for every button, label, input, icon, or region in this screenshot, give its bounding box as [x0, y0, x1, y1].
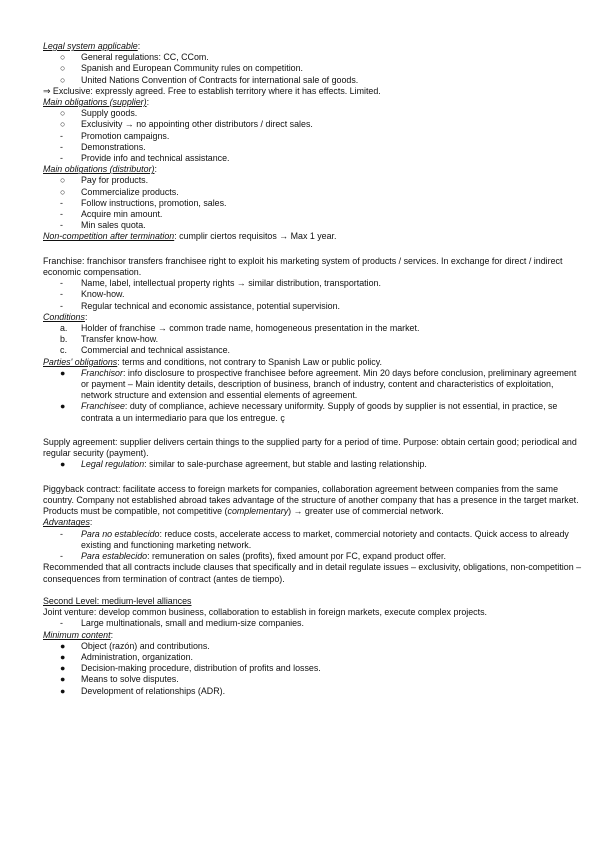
- list-item: ● Legal regulation: similar to sale-purchase agreement, but stable and lasting relationship.: [60, 459, 427, 470]
- circle-bullet-icon: ○: [60, 175, 66, 186]
- recommendation-paragraph: Recommended that all contracts include clauses that specifically and in detail regulate issues – exclusivity, obligations, non-competition – consequences from termination of contract (antes de tiempo).: [43, 562, 582, 584]
- list-item: ○ Pay for products.: [60, 175, 149, 186]
- heading-obligations-distributor: Main obligations (distributor):: [43, 164, 157, 175]
- distributor-list: [43, 175, 586, 231]
- list-item: ● Means to solve disputes.: [60, 674, 179, 685]
- list-item: ○ Commercialize products.: [60, 186, 179, 197]
- list-item: ● Franchisee: duty of compliance, achieve necessary uniformity. Supply of goods by supplier is not essential, in practice, se contrata a un intermediario para que los entregue. ç: [60, 401, 558, 423]
- list-item: - Follow instructions, promotion, sales.: [60, 197, 227, 208]
- joint-venture-paragraph: Joint venture: develop common business, collaboration to establish in foreign markets, execute complex projects.: [43, 607, 487, 618]
- list-item: - Provide info and technical assistance.: [60, 153, 230, 164]
- dash-bullet-icon: -: [60, 153, 63, 164]
- list-item: ● Administration, organization.: [60, 651, 193, 662]
- list-item: - Demonstrations.: [60, 141, 146, 152]
- list-item: ○ Exclusivity → no appointing other distributors / direct sales.: [60, 119, 313, 130]
- franchise-list: [43, 278, 586, 312]
- bullet-icon: ●: [60, 685, 66, 696]
- spacer: [43, 424, 586, 435]
- advantages-list: [43, 529, 586, 563]
- dash-bullet-icon: -: [60, 551, 63, 562]
- list-item: - Large multinationals, small and medium-size companies.: [60, 618, 304, 629]
- circle-bullet-icon: ○: [60, 63, 66, 74]
- list-item: - Know-how.: [60, 289, 125, 300]
- joint-venture-list: [43, 618, 586, 629]
- dash-bullet-icon: -: [60, 197, 63, 208]
- bullet-icon: ●: [60, 401, 66, 412]
- supplier-list: [43, 108, 586, 164]
- list-item: - Promotion campaigns.: [60, 130, 170, 141]
- spacer: [43, 471, 586, 482]
- dash-bullet-icon: -: [60, 141, 63, 152]
- heading-advantages: Advantages:: [43, 517, 93, 528]
- list-item: ● Decision-making procedure, distribution of profits and losses.: [60, 663, 321, 674]
- piggyback-paragraph: Piggyback contract: facilitate access to foreign markets for companies, collaboration agreement between companies from the same country. Company not established abroad takes advantage of the structure of another company that has a presence in the target market.: [43, 483, 579, 506]
- bullet-icon: ●: [60, 640, 66, 651]
- letter-marker: c.: [60, 345, 67, 356]
- list-item: b. Transfer know-how.: [60, 334, 159, 345]
- circle-bullet-icon: ○: [60, 108, 66, 119]
- franchise-paragraph: Franchise: franchisor transfers franchisee right to exploit his marketing system of products / services. In exchange for direct / indirect economic compensation.: [43, 255, 563, 278]
- heading-obligations-supplier: Main obligations (supplier):: [43, 97, 150, 108]
- piggyback-compatible: Products must be compatible, not competitive (complementary) → greater use of commercial network.: [43, 506, 444, 517]
- list-item: - Name, label, intellectual property rights → similar distribution, transportation.: [60, 278, 381, 289]
- list-item: ● Object (razón) and contributions.: [60, 640, 210, 651]
- conditions-list: [43, 323, 586, 357]
- exclusive-note: ⇒ Exclusive: expressly agreed. Free to establish territory where it has effects. Limited.: [43, 85, 381, 96]
- list-item: a. Holder of franchise → common trade name, homogeneous presentation in the market.: [60, 323, 420, 334]
- list-item: ○ Spanish and European Community rules on competition.: [60, 63, 304, 74]
- dash-bullet-icon: -: [60, 528, 63, 539]
- heading-legal-system: Legal system applicable:: [43, 41, 141, 51]
- list-item: - Para no establecido: reduce costs, accelerate access to market, commercial notoriety and contacts. Quick access to already existing and functioning marketing network.: [60, 528, 569, 550]
- bullet-icon: ●: [60, 459, 66, 470]
- bullet-icon: ●: [60, 367, 66, 378]
- list-item: ○ General regulations: CC, CCom.: [60, 52, 209, 63]
- heading-conditions: Conditions:: [43, 311, 88, 322]
- dash-bullet-icon: -: [60, 209, 63, 220]
- spacer: [43, 243, 586, 254]
- non-competition: Non-competition after termination: cumplir ciertos requisitos → Max 1 year.: [43, 231, 337, 242]
- letter-marker: a.: [60, 323, 68, 334]
- circle-bullet-icon: ○: [60, 186, 66, 197]
- list-item: - Min sales quota.: [60, 220, 146, 231]
- dash-bullet-icon: -: [60, 278, 63, 289]
- minimum-content-list: [43, 641, 586, 697]
- list-item: ○ Supply goods.: [60, 108, 138, 119]
- list-item: - Para establecido: remuneration on sales (profits), fixed amount por FC, expand product offer.: [60, 551, 446, 562]
- legal-system-list: [43, 52, 586, 86]
- dash-bullet-icon: -: [60, 300, 63, 311]
- circle-bullet-icon: ○: [60, 74, 66, 85]
- list-item: ● Franchisor: info disclosure to prospective franchisee before agreement. Min 20 days before conclusion, preliminary agreement or payment – Main identity details, description of business, branch of industry, content and characteristics of exploitation, network structure and extension and essential elements of agreement.: [60, 367, 577, 401]
- supply-paragraph: Supply agreement: supplier delivers certain things to the supplied party for a period of time. Purpose: obtain certain good; periodical and regular security (payment).: [43, 437, 577, 459]
- letter-marker: b.: [60, 334, 68, 345]
- dash-bullet-icon: -: [60, 618, 63, 629]
- heading-second-level: Second Level: medium-level alliances: [43, 595, 192, 606]
- spacer: [43, 585, 586, 596]
- bullet-icon: ●: [60, 651, 66, 662]
- bullet-icon: ●: [60, 663, 66, 674]
- list-item: - Regular technical and economic assistance, potential supervision.: [60, 300, 341, 311]
- dash-bullet-icon: -: [60, 220, 63, 231]
- heading-minimum-content: Minimum content:: [43, 629, 114, 640]
- list-item: - Acquire min amount.: [60, 209, 163, 220]
- list-item: c. Commercial and technical assistance.: [60, 345, 230, 356]
- list-item: ● Development of relationships (ADR).: [60, 685, 226, 696]
- dash-bullet-icon: -: [60, 289, 63, 300]
- dash-bullet-icon: -: [60, 130, 63, 141]
- list-item: ○ United Nations Convention of Contracts for international sale of goods.: [60, 74, 359, 85]
- bullet-icon: ●: [60, 674, 66, 685]
- supply-list: [43, 459, 586, 470]
- parties-obligations: Parties' obligations: terms and conditions, not contrary to Spanish Law or public policy.: [43, 356, 382, 367]
- parties-list: [43, 368, 586, 424]
- circle-bullet-icon: ○: [60, 52, 66, 63]
- circle-bullet-icon: ○: [60, 119, 66, 130]
